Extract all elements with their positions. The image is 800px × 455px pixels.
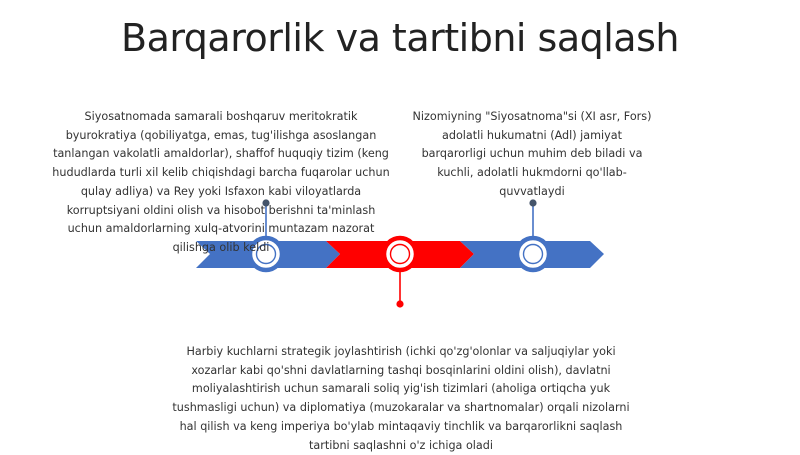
slide-title: Barqarorlik va tartibni saqlash xyxy=(121,16,679,60)
timeline-event-text-2: Harbiy kuchlarni strategik joylashtirish (ichki qo'zg'olonlar va saljuqiylar yoki xozarlar kabi qo'shni davlatlarning tashqi bosqinlarini oldini olish), davlatni moliyalashtirish uchun samarali soliq yig'ish tizimlari (aholiga ortiqcha yuk tushmasligi uchun) va diplomatiya (muzokaralar va shartnomalar) orqali nizolarni hal qilish va keng imperiya bo'ylab mintaqaviy tinchlik va barqarorlikni saqlash tartibni saqlashni o'z ichiga oladi xyxy=(172,345,630,452)
timeline-event-text-3: Nizomiyning "Siyosatnoma"si (XI asr, Fors) adolatli hukumatni (Adl) jamiyat barqarorligi uchun muhim deb biladi va kuchli, adolatli hukmdorni qo'llab-quvvatlaydi xyxy=(412,110,652,198)
timeline-event-text-1: Siyosatnomada samarali boshqaruv meritokratik byurokratiya (qobiliyatga, emas, tug'ilishga asoslangan tanlangan vakolatli amaldorlar), shaffof huquqiy tizim (keng hududlarda turli xil kelib chiqishdagi barcha fuqarolar uchun qulay adliya) va Rey yoki Isfaxon kabi viloyatlarda korruptsiyani oldini olish va hisobot berishni ta'minlash uchun amaldorlarning xulq-atvorini muntazam nazorat qilishga olib keldi xyxy=(52,110,390,254)
timeline-milestone-3-core xyxy=(524,245,543,264)
timeline-connector-dot-2 xyxy=(396,300,403,307)
